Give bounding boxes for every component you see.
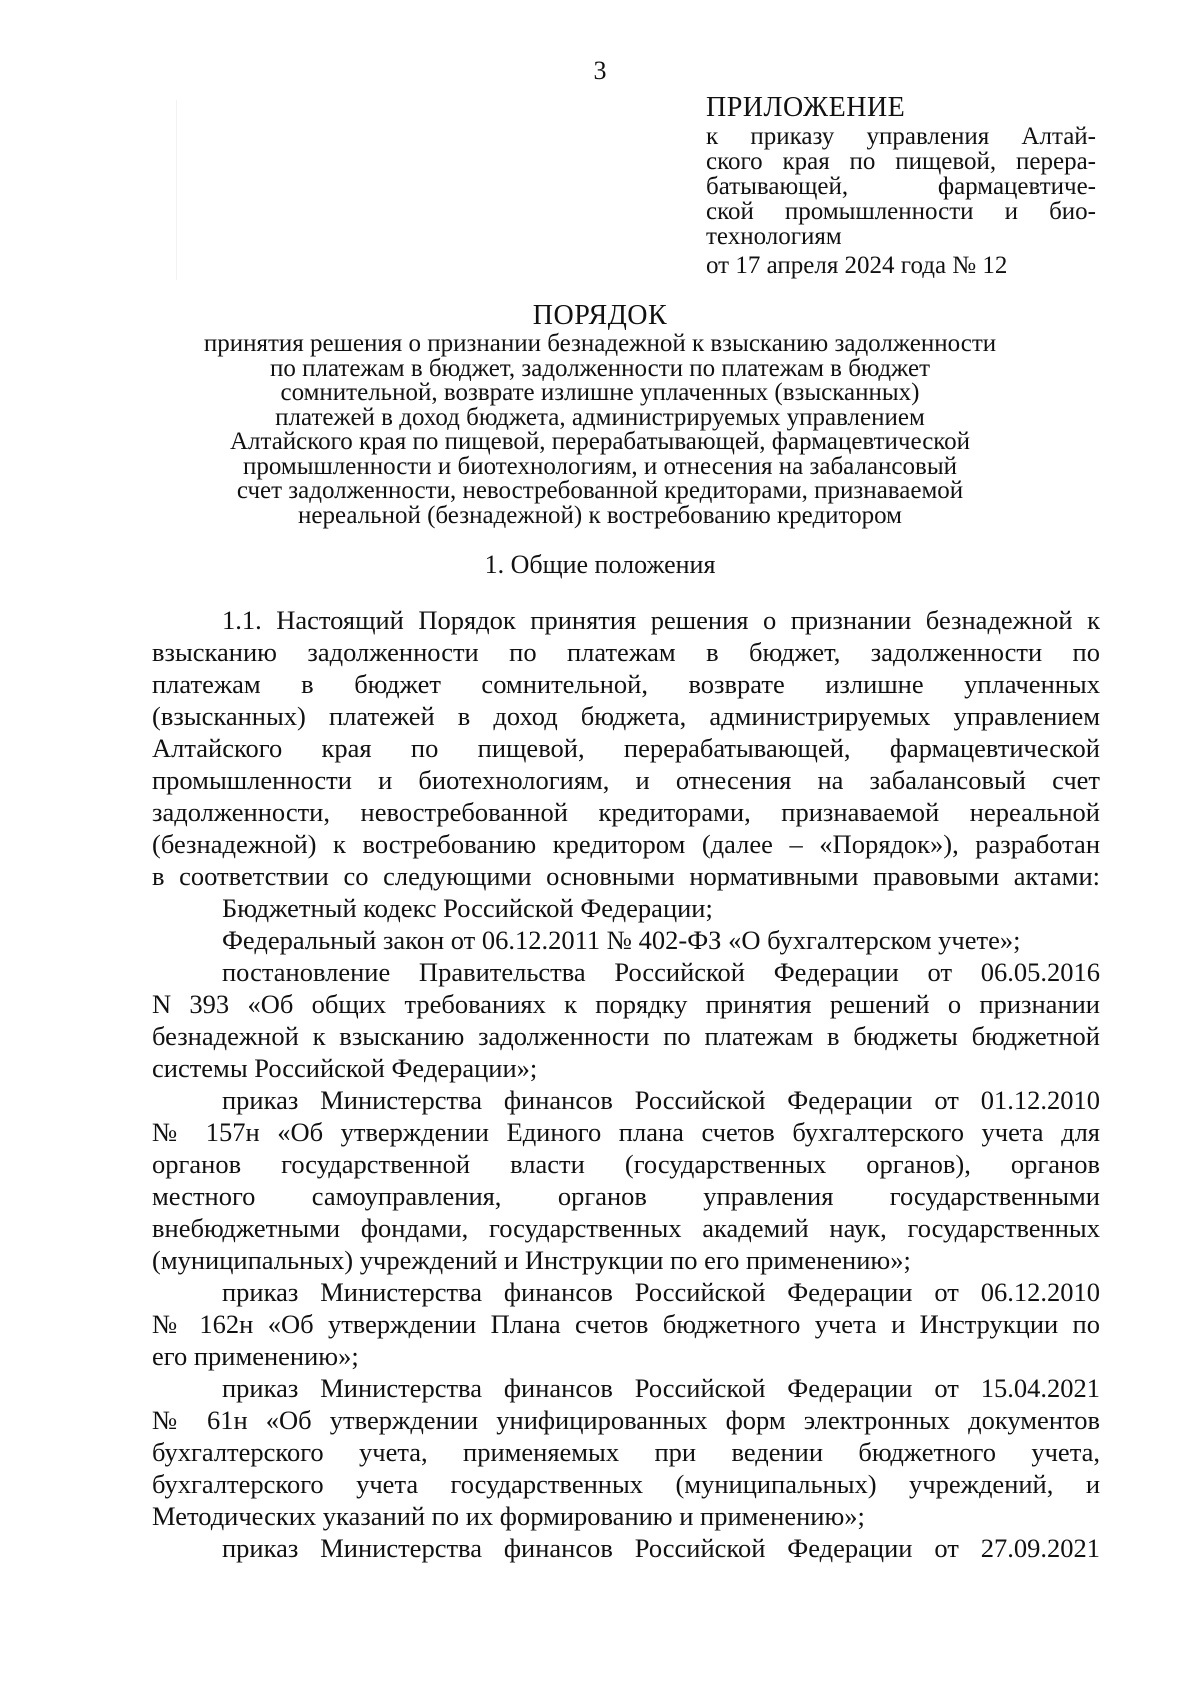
appendix-line: технологиям bbox=[706, 223, 842, 250]
body-line: органов государственной власти (государственных органов), органов bbox=[152, 1149, 1100, 1179]
document-subtitle-line: платежей в доход бюджета, администрируемых управлением bbox=[275, 403, 925, 431]
body-line: Бюджетный кодекс Российской Федерации; bbox=[222, 893, 713, 923]
body-line: приказ Министерства финансов Российской Федерации от 01.12.2010 bbox=[222, 1085, 1100, 1115]
body-line: задолженности, невостребованной кредиторами, признаваемой нереальной bbox=[152, 797, 1100, 827]
body-line: безнадежной к взысканию задолженности по платежам в бюджеты бюджетной bbox=[152, 1021, 1100, 1051]
appendix-date: от 17 апреля 2024 года № 12 bbox=[706, 252, 1008, 279]
body-line: приказ Министерства финансов Российской Федерации от 06.12.2010 bbox=[222, 1277, 1100, 1307]
body-line: бухгалтерского учета, применяемых при ведении бюджетного учета, bbox=[152, 1437, 1100, 1467]
body-line: приказ Министерства финансов Российской Федерации от 27.09.2021 bbox=[222, 1533, 1100, 1563]
body-line: N 393 «Об общих требованиях к порядку принятия решений о признании bbox=[152, 989, 1100, 1019]
body-line: Методических указаний по их формированию и применению»; bbox=[152, 1501, 865, 1531]
document-subtitle-line: промышленности и биотехнологиям, и отнесения на забалансовый bbox=[242, 452, 958, 480]
appendix-line: к приказу управления Алтай- bbox=[706, 123, 1096, 150]
document-title-block bbox=[150, 300, 1050, 528]
body-line: местного самоуправления, органов управления государственными bbox=[152, 1181, 1100, 1211]
body-line: взысканию задолженности по платежам в бюджет, задолженности по bbox=[152, 637, 1100, 667]
body-line: системы Российской Федерации»; bbox=[152, 1053, 538, 1083]
scan-artifact bbox=[176, 100, 177, 280]
body-line: его применению»; bbox=[152, 1341, 359, 1371]
body-line: бухгалтерского учета государственных (муниципальных) учреждений, и bbox=[152, 1469, 1100, 1499]
body-line: промышленности и биотехнологиям, и отнесения на забалансовый счет bbox=[152, 765, 1100, 795]
document-title: ПОРЯДОК bbox=[532, 300, 668, 331]
document-subtitle-line: Алтайского края по пищевой, перерабатывающей, фармацевтической bbox=[229, 428, 971, 455]
body-line: № 157н «Об утверждении Единого плана счетов бухгалтерского учета для bbox=[152, 1117, 1100, 1147]
body-line: приказ Министерства финансов Российской Федерации от 15.04.2021 bbox=[222, 1373, 1100, 1403]
body-line: № 61н «Об утверждении унифицированных форм электронных документов bbox=[152, 1405, 1100, 1435]
body-line: (муниципальных) учреждений и Инструкции по его применению»; bbox=[152, 1245, 911, 1275]
body-line: платежам в бюджет сомнительной, возврате излишне уплаченных bbox=[152, 669, 1100, 699]
body-line: 1.1. Настоящий Порядок принятия решения о признании безнадежной к bbox=[222, 605, 1100, 635]
section-heading: 1. Общие положения bbox=[484, 550, 716, 579]
body-line: (безнадежной) к востребованию кредитором (далее – «Порядок»), разработан bbox=[152, 829, 1100, 859]
document-subtitle-line: сомнительной, возврате излишне уплаченных (взысканных) bbox=[280, 379, 920, 406]
document-subtitle-line: счет задолженности, невостребованной кредиторами, признаваемой bbox=[236, 477, 964, 504]
body-line: в соответствии со следующими основными нормативными правовыми актами: bbox=[152, 861, 1100, 891]
body-line: постановление Правительства Российской Федерации от 06.05.2016 bbox=[222, 957, 1100, 987]
appendix-line: батывающей, фармацевтиче- bbox=[706, 173, 1096, 200]
appendix-block bbox=[706, 92, 1096, 278]
body-line: внебюджетными фондами, государственных академий наук, государственных bbox=[152, 1213, 1100, 1243]
body-line: Федеральный закон от 06.12.2011 № 402-ФЗ «О бухгалтерском учете»; bbox=[222, 925, 1021, 955]
body-line: (взысканных) платежей в доход бюджета, администрируемых управлением bbox=[152, 701, 1100, 731]
body-line: Алтайского края по пищевой, перерабатывающей, фармацевтической bbox=[152, 733, 1100, 763]
body-text bbox=[152, 604, 1100, 1564]
document-subtitle-line: нереальной (безнадежной) к востребованию кредитором bbox=[298, 501, 902, 529]
appendix-title: ПРИЛОЖЕНИЕ bbox=[706, 92, 906, 123]
appendix-line: ского края по пищевой, перера- bbox=[706, 148, 1096, 175]
document-subtitle-line: по платежам в бюджет, задолженности по платежам в бюджет bbox=[269, 354, 931, 382]
page-number: 3 bbox=[593, 56, 607, 85]
appendix-line: ской промышленности и био- bbox=[706, 198, 1096, 225]
document-subtitle-line: принятия решения о признании безнадежной к взысканию задолженности bbox=[203, 330, 997, 357]
body-line: № 162н «Об утверждении Плана счетов бюджетного учета и Инструкции по bbox=[152, 1309, 1100, 1339]
